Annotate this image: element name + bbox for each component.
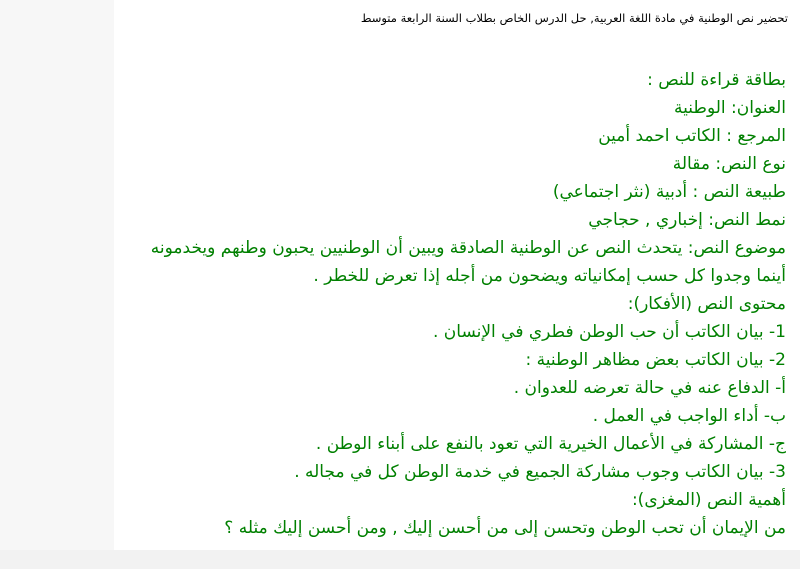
bottom-margin	[0, 550, 800, 569]
card-title: العنوان: الوطنية	[674, 98, 786, 118]
left-margin	[0, 0, 114, 569]
page-header: تحضير نص الوطنية في مادة اللغة العربية, حل الدرس الخاص بطلاب السنة الرابعة متوسط	[360, 11, 788, 25]
reading-card	[126, 66, 786, 542]
idea-3: 3- بيان الكاتب وجوب مشاركة الجميع في خدمة الوطن كل في مجاله .	[294, 462, 786, 482]
content-heading: محتوى النص (الأفكار):	[627, 294, 786, 314]
card-text-nature: طبيعة النص : أدبية (نثر اجتماعي)	[552, 182, 786, 202]
idea-2a: أ- الدفاع عنه في حالة تعرضه للعدوان .	[513, 378, 786, 398]
idea-2c: ج- المشاركة في الأعمال الخيرية التي تعود بالنفع على أبناء الوطن .	[315, 434, 786, 454]
idea-2b: ب- أداء الواجب في العمل .	[592, 406, 786, 426]
card-reference: المرجع : الكاتب احمد أمين	[598, 126, 786, 146]
moral: من الإيمان أن تحب الوطن وتحسن إلى من أحسن إليك , ومن أحسن إليك مثله ؟	[224, 518, 786, 538]
importance-heading: أهمية النص (المغزى):	[631, 490, 786, 510]
idea-1: 1- بيان الكاتب أن حب الوطن فطري في الإنسان .	[432, 322, 786, 342]
card-text-pattern: نمط النص: إخباري , حجاجي	[588, 210, 786, 230]
idea-2: 2- بيان الكاتب بعض مظاهر الوطنية :	[525, 350, 786, 370]
card-subject: موضوع النص: يتحدث النص عن الوطنية الصادقة ويبين أن الوطنيين يحبون وطنهم ويخدمونه أينما وجدوا كل حسب إمكانياته ويضحون من أجله إذا تعرض للخطر .	[150, 238, 786, 286]
card-text-type: نوع النص: مقالة	[672, 154, 786, 174]
card-heading: بطاقة قراءة للنص :	[647, 70, 786, 90]
